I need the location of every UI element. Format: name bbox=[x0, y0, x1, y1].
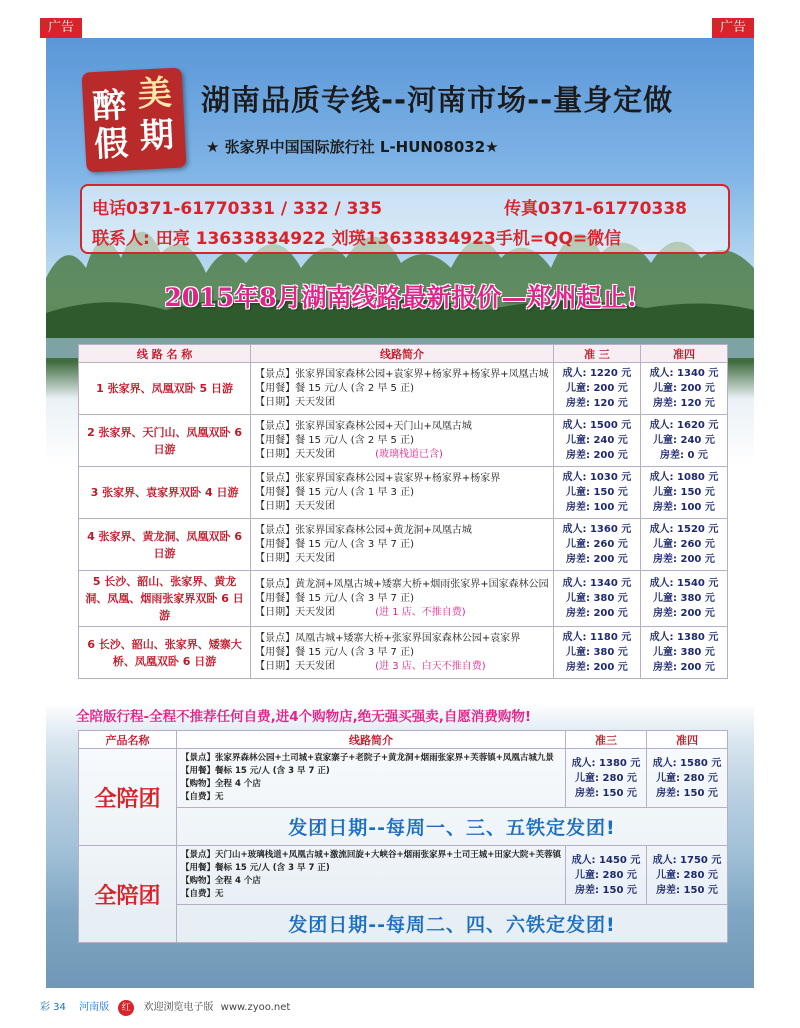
route-date-line bbox=[255, 396, 549, 410]
route-date-line bbox=[255, 606, 549, 620]
price-tier-3 bbox=[553, 363, 640, 415]
route-scenic: 【景点】张家界国家森林公园+袁家界+杨家界+杨家界 bbox=[255, 472, 501, 484]
departure-row bbox=[79, 905, 728, 943]
route-name: 2 张家界、天门山、凤凰双卧 6 日游 bbox=[79, 415, 251, 467]
price-room-diff: 房差: 150 元 bbox=[656, 787, 718, 799]
ad-tag-right: 广告 bbox=[712, 18, 754, 38]
product-meal: 【用餐】餐标 15 元/人 (含 3 早 7 正) bbox=[180, 863, 330, 873]
price-adult: 成人: 1500 元 bbox=[562, 420, 632, 431]
price-adult: 成人: 1180 元 bbox=[562, 632, 632, 643]
price-adult: 成人: 1220 元 bbox=[562, 368, 632, 379]
price-tier-4 bbox=[640, 467, 727, 519]
price-room-diff: 房差: 200 元 bbox=[565, 608, 628, 619]
edition-label: 河南版 bbox=[79, 1002, 110, 1013]
route-scenic: 【景点】张家界国家森林公园+天门山+凤凰古城 bbox=[255, 420, 472, 432]
price-adult: 成人: 1340 元 bbox=[562, 578, 632, 589]
route-row bbox=[79, 519, 728, 571]
price-room-diff: 房差: 100 元 bbox=[565, 502, 628, 513]
route-price-table bbox=[78, 344, 728, 679]
price-room-diff: 房差: 200 元 bbox=[565, 662, 628, 673]
price-child: 儿童: 240 元 bbox=[565, 435, 628, 446]
route-date: 【日期】天天发团 bbox=[255, 606, 336, 618]
price-child: 儿童: 280 元 bbox=[575, 869, 637, 881]
header-tier-3: 准 三 bbox=[553, 345, 640, 363]
route-date-line bbox=[255, 448, 549, 462]
route-meal: 【用餐】餐 15 元/人 (含 2 早 5 正) bbox=[255, 382, 414, 394]
price-tier-3 bbox=[553, 415, 640, 467]
price-adult: 成人: 1450 元 bbox=[571, 854, 641, 866]
route-row bbox=[79, 571, 728, 627]
header-tier-3: 准三 bbox=[565, 731, 646, 749]
price-child: 儿童: 380 元 bbox=[565, 593, 628, 604]
route-name: 3 张家界、袁家界双卧 4 日游 bbox=[79, 467, 251, 519]
route-meal: 【用餐】餐 15 元/人 (含 3 早 7 正) bbox=[255, 592, 414, 604]
price-adult: 成人: 1380 元 bbox=[571, 757, 641, 769]
brand-logo bbox=[81, 67, 186, 172]
price-child: 儿童: 280 元 bbox=[575, 772, 637, 784]
header-tier-4: 准四 bbox=[646, 731, 727, 749]
product-desc bbox=[176, 749, 565, 808]
route-desc bbox=[251, 571, 554, 627]
route-date-line bbox=[255, 552, 549, 566]
price-tier-4 bbox=[646, 846, 727, 905]
route-desc bbox=[251, 363, 554, 415]
price-tier-4 bbox=[646, 749, 727, 808]
route-name: 5 长沙、韶山、张家界、黄龙洞、凤凰、烟雨张家界双卧 6 日游 bbox=[79, 571, 251, 627]
edition-mark: 红 bbox=[118, 1000, 134, 1016]
price-room-diff: 房差: 200 元 bbox=[565, 554, 628, 565]
price-room-diff: 房差: 150 元 bbox=[656, 884, 718, 896]
departure-schedule: 发团日期--每周二、四、六铁定发团! bbox=[176, 905, 727, 943]
logo-char-3: 假 bbox=[93, 123, 130, 166]
price-room-diff: 房差: 200 元 bbox=[653, 554, 715, 565]
price-adult: 成人: 1540 元 bbox=[649, 578, 719, 589]
product-meal: 【用餐】餐标 15 元/人 (含 3 早 7 正) bbox=[180, 766, 330, 776]
product-shopping: 【购物】全程 4 个店 bbox=[180, 876, 261, 886]
product-extra: 【自费】无 bbox=[180, 792, 224, 802]
route-scenic: 【景点】张家界国家森林公园+袁家界+杨家界+杨家界+凤凰古城 bbox=[255, 368, 549, 380]
ad-tag-left: 广告 bbox=[40, 18, 82, 38]
contact-phone: 电话0371-61770331 / 332 / 335 bbox=[92, 199, 383, 219]
price-adult: 成人: 1380 元 bbox=[649, 632, 719, 643]
footer-website-link[interactable]: www.zyoo.net bbox=[220, 1002, 291, 1013]
price-room-diff: 房差: 150 元 bbox=[575, 787, 637, 799]
price-room-diff: 房差: 100 元 bbox=[653, 502, 715, 513]
contact-fax: 传真0371-61770338 bbox=[504, 199, 687, 219]
header-product-name: 产品名称 bbox=[79, 731, 177, 749]
logo-char-1: 美 bbox=[136, 73, 173, 115]
route-desc bbox=[251, 627, 554, 679]
footer-text: 欢迎浏览电子版 bbox=[143, 1002, 214, 1013]
price-adult: 成人: 1520 元 bbox=[649, 524, 719, 535]
route-row bbox=[79, 627, 728, 679]
escort-tour-row bbox=[79, 846, 728, 905]
price-child: 儿童: 200 元 bbox=[565, 383, 628, 394]
table-header-row bbox=[79, 345, 728, 363]
logo-char-4: 期 bbox=[138, 114, 175, 157]
header-tier-4: 准四 bbox=[640, 345, 727, 363]
route-row bbox=[79, 415, 728, 467]
route-note: (玻璃栈道已含) bbox=[375, 448, 443, 460]
departure-row bbox=[79, 808, 728, 846]
product-scenic: 【景点】天门山+玻璃栈道+凤凰古城+激流回旋+大峡谷+烟雨张家界+土司王城+田家大院+芙蓉镇 bbox=[180, 850, 561, 860]
price-child: 儿童: 240 元 bbox=[653, 435, 715, 446]
price-adult: 成人: 1750 元 bbox=[652, 854, 722, 866]
route-desc bbox=[251, 519, 554, 571]
price-room-diff: 房差: 120 元 bbox=[565, 398, 628, 409]
price-tier-3 bbox=[565, 749, 646, 808]
price-adult: 成人: 1620 元 bbox=[649, 420, 719, 431]
price-room-diff: 房差: 200 元 bbox=[653, 662, 715, 673]
route-scenic: 【景点】凤凰古城+矮寨大桥+张家界国家森林公园+袁家界 bbox=[255, 632, 521, 644]
product-shopping: 【购物】全程 4 个店 bbox=[180, 779, 261, 789]
price-adult: 成人: 1080 元 bbox=[649, 472, 719, 483]
route-note: (进 1 店、不推自费) bbox=[375, 606, 466, 618]
price-room-diff: 房差: 200 元 bbox=[565, 450, 628, 461]
page-number: 彩 34 bbox=[40, 1002, 66, 1013]
route-date: 【日期】天天发团 bbox=[255, 552, 336, 564]
price-tier-3 bbox=[553, 519, 640, 571]
escort-tour-table bbox=[78, 730, 728, 943]
route-name: 4 张家界、黄龙洞、凤凰双卧 6 日游 bbox=[79, 519, 251, 571]
route-desc bbox=[251, 467, 554, 519]
price-child: 儿童: 200 元 bbox=[653, 383, 715, 394]
route-meal: 【用餐】餐 15 元/人 (含 2 早 5 正) bbox=[255, 434, 414, 446]
price-tier-4 bbox=[640, 571, 727, 627]
price-child: 儿童: 280 元 bbox=[656, 869, 718, 881]
route-note bbox=[335, 501, 375, 512]
header-route-name: 线 路 名 称 bbox=[79, 345, 251, 363]
route-date-line bbox=[255, 500, 549, 514]
route-date-line bbox=[255, 660, 549, 674]
price-room-diff: 房差: 150 元 bbox=[575, 884, 637, 896]
route-meal: 【用餐】餐 15 元/人 (含 3 早 7 正) bbox=[255, 646, 414, 658]
price-tier-4 bbox=[640, 363, 727, 415]
price-adult: 成人: 1360 元 bbox=[562, 524, 632, 535]
price-room-diff: 房差: 0 元 bbox=[660, 450, 708, 461]
route-meal: 【用餐】餐 15 元/人 (含 3 早 7 正) bbox=[255, 538, 414, 550]
price-tier-3 bbox=[565, 846, 646, 905]
header-route-desc: 线路简介 bbox=[251, 345, 554, 363]
product-scenic: 【景点】张家界森林公园+土司城+袁家寨子+老院子+黄龙洞+烟雨张家界+芙蓉镇+凤凰古城九景 bbox=[180, 753, 554, 763]
route-date: 【日期】天天发团 bbox=[255, 500, 336, 512]
route-date: 【日期】天天发团 bbox=[255, 660, 336, 672]
price-adult: 成人: 1340 元 bbox=[649, 368, 719, 379]
price-child: 儿童: 260 元 bbox=[565, 539, 628, 550]
escort-slogan: 全陪版行程-全程不推荐任何自费,进4个购物店,绝无强买强卖,自愿消费购物! bbox=[76, 709, 532, 725]
product-desc bbox=[176, 846, 565, 905]
product-name: 全陪团 bbox=[79, 749, 177, 846]
main-title: 2015年8月湖南线路最新报价—郑州起止! bbox=[164, 283, 638, 312]
product-extra: 【自费】无 bbox=[180, 889, 224, 899]
table-header-row bbox=[79, 731, 728, 749]
price-adult: 成人: 1030 元 bbox=[562, 472, 632, 483]
route-note bbox=[335, 397, 375, 408]
route-desc bbox=[251, 415, 554, 467]
route-note bbox=[335, 553, 375, 564]
header-route-desc: 线路简介 bbox=[176, 731, 565, 749]
price-child: 儿童: 380 元 bbox=[653, 647, 715, 658]
price-adult: 成人: 1580 元 bbox=[652, 757, 722, 769]
route-date: 【日期】天天发团 bbox=[255, 396, 336, 408]
route-row bbox=[79, 363, 728, 415]
route-scenic: 【景点】黄龙洞+凤凰古城+矮寨大桥+烟雨张家界+国家森林公园 bbox=[255, 578, 549, 590]
departure-schedule: 发团日期--每周一、三、五铁定发团! bbox=[176, 808, 727, 846]
price-tier-4 bbox=[640, 627, 727, 679]
agency-line: ★ 张家界中国国际旅行社 L-HUN08032★ bbox=[206, 138, 499, 156]
price-child: 儿童: 260 元 bbox=[653, 539, 715, 550]
price-tier-3 bbox=[553, 467, 640, 519]
route-date: 【日期】天天发团 bbox=[255, 448, 336, 460]
contact-person: 联系人: 田亮 13633834922 刘瑛13633834923手机=QQ=微信 bbox=[92, 229, 622, 249]
product-name: 全陪团 bbox=[79, 846, 177, 943]
route-name: 1 张家界、凤凰双卧 5 日游 bbox=[79, 363, 251, 415]
price-child: 儿童: 380 元 bbox=[565, 647, 628, 658]
price-tier-4 bbox=[640, 415, 727, 467]
headline: 湖南品质专线--河南市场--量身定做 bbox=[201, 83, 674, 117]
price-child: 儿童: 150 元 bbox=[653, 487, 715, 498]
price-child: 儿童: 150 元 bbox=[565, 487, 628, 498]
route-meal: 【用餐】餐 15 元/人 (含 1 早 3 正) bbox=[255, 486, 414, 498]
page-footer bbox=[40, 998, 290, 1016]
route-name: 6 长沙、韶山、张家界、矮寨大桥、凤凰双卧 6 日游 bbox=[79, 627, 251, 679]
price-child: 儿童: 280 元 bbox=[656, 772, 718, 784]
price-child: 儿童: 380 元 bbox=[653, 593, 715, 604]
price-room-diff: 房差: 200 元 bbox=[653, 608, 715, 619]
route-note: (进 3 店、白天不推自费) bbox=[375, 660, 486, 672]
price-tier-3 bbox=[553, 571, 640, 627]
escort-tour-row bbox=[79, 749, 728, 808]
route-row bbox=[79, 467, 728, 519]
route-scenic: 【景点】张家界国家森林公园+黄龙洞+凤凰古城 bbox=[255, 524, 472, 536]
price-tier-4 bbox=[640, 519, 727, 571]
contact-box bbox=[80, 184, 730, 254]
price-tier-3 bbox=[553, 627, 640, 679]
price-room-diff: 房差: 120 元 bbox=[653, 398, 715, 409]
logo-char-2: 醉 bbox=[91, 85, 128, 128]
